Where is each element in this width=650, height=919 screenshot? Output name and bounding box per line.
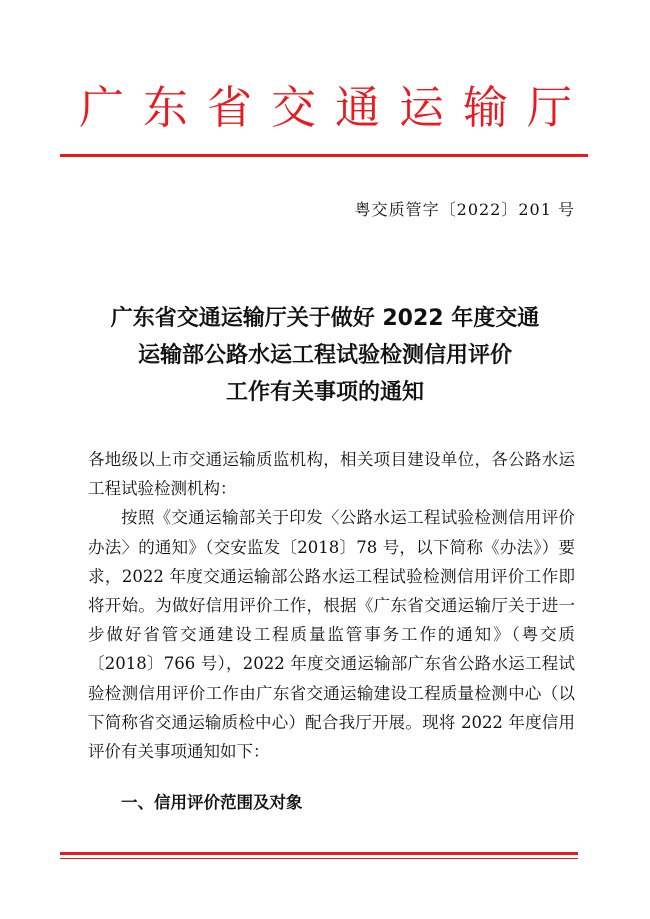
document-body (88, 445, 575, 766)
document-title-line-2: 运输部公路水运工程试验检测信用评价 (137, 343, 512, 368)
body-paragraph-1: 按照《交通运输部关于印发〈公路水运工程试验检测信用评价办法〉的通知》（交安监发〔2018〕78 号，以下简称《办法》）要求，2022 年度交通运输部公路水运工程试验检测信用评价工作即将开始。为做好信用评价工作，根据《广东省交通运输厅关于进一步做好省管交通建设工程质量监管事务工作的通知》（粤交质〔2018〕766 号），2022 年度交通运输部广东省公路水运工程试验检测信用评价工作由广东省交通运输建设工程质量检测中心（以下简称省交通运输质检中心）配合我厅开展。现将 2022 年度信用评价有关事项通知如下： (88, 508, 575, 762)
document-number: 粤交质管字〔2022〕201 号 (354, 200, 575, 219)
document-title-line-1: 广东省交通运输厅关于做好 2022 年度交通 (110, 306, 540, 331)
document-title-line-3: 工作有关事项的通知 (225, 380, 424, 405)
salutation: 各地级以上市交通运输质监机构，相关项目建设单位，各公路水运工程试验检测机构： (88, 450, 575, 499)
footer-red-rule-thin (60, 858, 578, 859)
section-heading-1: 一、信用评价范围及对象 (121, 793, 303, 812)
document-title (0, 300, 650, 411)
header-red-rule (60, 154, 588, 157)
issuing-authority-title: 广东省交通运输厅 (78, 81, 591, 134)
footer-red-rule-thick (60, 852, 578, 855)
